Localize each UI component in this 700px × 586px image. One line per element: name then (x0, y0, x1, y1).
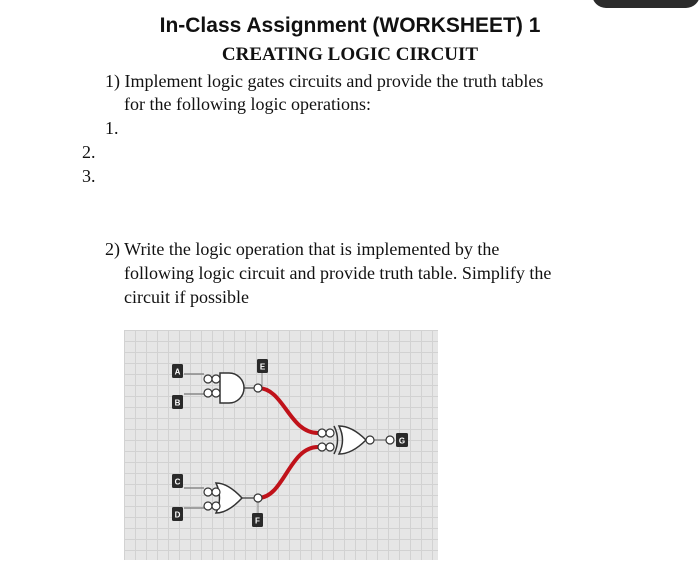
worksheet-subtitle: CREATING LOGIC CIRCUIT (221, 44, 479, 65)
question-1-item-3: 3. (82, 166, 96, 186)
question-1-line-1: 1) Implement logic gates circuits and provide the truth tables (105, 71, 544, 91)
input-pin-d (172, 507, 183, 521)
upper-and-gate (204, 373, 262, 403)
svg-text:B: B (174, 398, 181, 408)
question-2-line-2: following logic circuit and provide truth table. Simplify the (124, 263, 552, 283)
question-1-item-2: 2. (82, 142, 96, 162)
question-2-line-1: 2) Write the logic operation that is implemented by the (105, 239, 500, 259)
logic-circuit-diagram (124, 330, 438, 560)
lower-or-gate (204, 483, 262, 513)
input-pin-a (172, 364, 183, 378)
output-pin-g (396, 433, 408, 447)
window-corner-tab (592, 0, 700, 8)
input-pin-b (172, 395, 183, 409)
probe-pin-f (252, 513, 263, 527)
question-1-line-2: for the following logic operations: (124, 94, 371, 114)
input-pin-c (172, 474, 183, 488)
svg-text:E: E (259, 362, 266, 372)
svg-text:D: D (174, 510, 181, 520)
probe-pin-e (257, 359, 268, 373)
worksheet-title: In-Class Assignment (WORKSHEET) 1 (159, 14, 541, 37)
question-1-item-1: 1. (105, 118, 119, 138)
svg-text:C: C (174, 477, 181, 487)
wire-f-red (258, 447, 318, 498)
svg-text:F: F (255, 516, 260, 526)
wire-e-red (258, 388, 318, 433)
svg-text:A: A (174, 367, 181, 377)
svg-text:G: G (398, 436, 406, 446)
question-2-line-3: circuit if possible (124, 287, 249, 307)
